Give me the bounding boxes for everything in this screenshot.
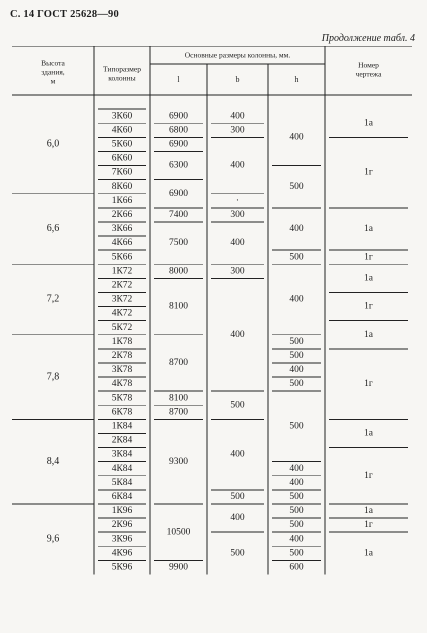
l-cell: 10500 — [166, 527, 191, 538]
drawing-cell: 1г — [364, 301, 373, 312]
height-group-value: 6,0 — [46, 138, 60, 150]
type-cell: 6К60 — [111, 153, 133, 164]
type-cell: 4К84 — [111, 463, 133, 474]
b-cell: 500 — [230, 548, 245, 559]
type-cell: 4К60 — [111, 125, 133, 136]
l-cell: 6900 — [169, 139, 188, 150]
type-cell: 5К78 — [111, 393, 133, 404]
drawing-cell: 1г — [364, 520, 373, 531]
type-cell: 8К60 — [111, 181, 133, 192]
type-cell: 7К60 — [111, 167, 133, 178]
type-cell: 3К72 — [111, 294, 133, 305]
h-cell: 500 — [289, 492, 304, 503]
header-type: колонны — [108, 73, 136, 83]
b-cell: 400 — [230, 329, 245, 340]
drawing-cell: 1а — [364, 548, 373, 559]
type-cell: 5К96 — [111, 562, 133, 573]
type-cell: 4К72 — [111, 308, 133, 319]
h-cell: 400 — [289, 365, 304, 376]
type-cell: 1К84 — [111, 421, 133, 432]
h-cell: 400 — [289, 463, 304, 474]
type-cell: 6К84 — [111, 492, 133, 503]
l-cell: 8100 — [169, 393, 188, 404]
h-cell: 500 — [289, 181, 304, 192]
page-header-left: С. 14 ГОСТ 25628—90 — [10, 9, 119, 20]
drawing-cell: 1г — [364, 167, 373, 178]
h-cell: 400 — [289, 132, 304, 143]
header-type: Типоразмер — [103, 64, 141, 74]
h-cell: 500 — [289, 379, 304, 390]
drawing-cell: 1а — [364, 329, 373, 340]
l-cell: 8700 — [169, 407, 188, 418]
b-cell: 400 — [230, 513, 245, 524]
document-table — [0, 46, 427, 626]
h-cell: 400 — [289, 294, 304, 305]
h-cell: 400 — [289, 534, 304, 545]
l-cell: 9900 — [169, 562, 188, 573]
header-drawing: чертежа — [355, 69, 382, 79]
type-cell: 2К84 — [111, 435, 133, 446]
drawing-cell: 1г — [364, 470, 373, 481]
h-cell: 600 — [289, 562, 304, 573]
type-cell: 1К78 — [111, 336, 133, 347]
type-cell: 5К72 — [111, 322, 133, 333]
type-cell: 3К60 — [111, 111, 133, 122]
l-cell: 6800 — [169, 125, 188, 136]
height-group-value: 8,4 — [46, 455, 60, 467]
drawing-cell: 1а — [364, 428, 373, 439]
header-height: Высота — [41, 58, 65, 68]
b-cell: 300 — [230, 266, 245, 277]
h-cell: 500 — [289, 520, 304, 531]
drawing-cell: 1а — [364, 273, 373, 284]
type-cell: 3К96 — [111, 534, 133, 545]
h-cell: 500 — [289, 506, 304, 517]
type-cell: 3К84 — [111, 449, 133, 460]
b-cell: 300 — [230, 125, 245, 136]
type-cell: 1К96 — [111, 506, 133, 517]
type-cell: 3К66 — [111, 224, 133, 235]
height-group-value: 7,2 — [46, 293, 60, 305]
l-cell: 8100 — [169, 301, 188, 312]
drawing-cell: 1а — [364, 224, 373, 235]
b-cell: 400 — [230, 160, 245, 171]
b-cell: 500 — [230, 400, 245, 411]
type-cell: 5К66 — [111, 252, 133, 263]
h-cell: 500 — [289, 351, 304, 362]
header-drawing: Номер — [358, 60, 379, 70]
b-cell: 400 — [230, 238, 245, 249]
header-h: h — [294, 74, 299, 84]
type-cell: 5К60 — [111, 139, 133, 150]
table-continuation-caption: Продолжение табл. 4 — [321, 33, 415, 44]
h-cell: 500 — [289, 548, 304, 559]
type-cell: 2К66 — [111, 210, 133, 221]
type-cell: 6К78 — [111, 407, 133, 418]
h-cell: 500 — [289, 336, 304, 347]
drawing-cell: 1г — [364, 252, 373, 263]
l-cell: 9300 — [169, 456, 188, 467]
height-group-value: 7,8 — [46, 371, 60, 383]
l-cell: 7500 — [169, 238, 188, 249]
h-cell: 500 — [289, 421, 304, 432]
header-height: здания, — [41, 67, 65, 77]
height-group-value: 6,6 — [46, 223, 60, 235]
b-cell: 400 — [230, 449, 245, 460]
drawing-cell: 1г — [364, 379, 373, 390]
b-cell: 500 — [230, 492, 245, 503]
l-cell: 8700 — [169, 358, 188, 369]
header-b: b — [235, 74, 240, 84]
type-cell: 2К72 — [111, 280, 133, 291]
h-cell: 400 — [289, 224, 304, 235]
l-cell: 6900 — [169, 111, 188, 122]
l-cell: 7400 — [169, 210, 188, 221]
type-cell: 1К72 — [111, 266, 133, 277]
header-l: l — [177, 74, 180, 84]
drawing-cell: 1а — [364, 118, 373, 129]
b-cell: 300 — [230, 210, 245, 221]
header-dims-group: Основные размеры колонны, мм. — [184, 50, 291, 60]
type-cell: 4К78 — [111, 379, 133, 390]
type-cell: 5К84 — [111, 477, 133, 488]
h-cell: 400 — [289, 477, 304, 488]
l-cell: 8000 — [169, 266, 188, 277]
type-cell: 2К78 — [111, 351, 133, 362]
h-cell: 500 — [289, 252, 304, 263]
header-height: м — [50, 76, 56, 86]
l-cell: 6900 — [169, 188, 188, 199]
type-cell: 4К96 — [111, 548, 133, 559]
type-cell: 4К66 — [111, 238, 133, 249]
b-cell: 400 — [230, 111, 245, 122]
l-cell: 6300 — [169, 160, 188, 171]
type-cell: 3К78 — [111, 365, 133, 376]
drawing-cell: 1а — [364, 506, 373, 517]
type-cell: 2К96 — [111, 520, 133, 531]
b-cell: · — [235, 195, 240, 206]
height-group-value: 9,6 — [46, 533, 60, 545]
type-cell: 1К66 — [111, 195, 133, 206]
